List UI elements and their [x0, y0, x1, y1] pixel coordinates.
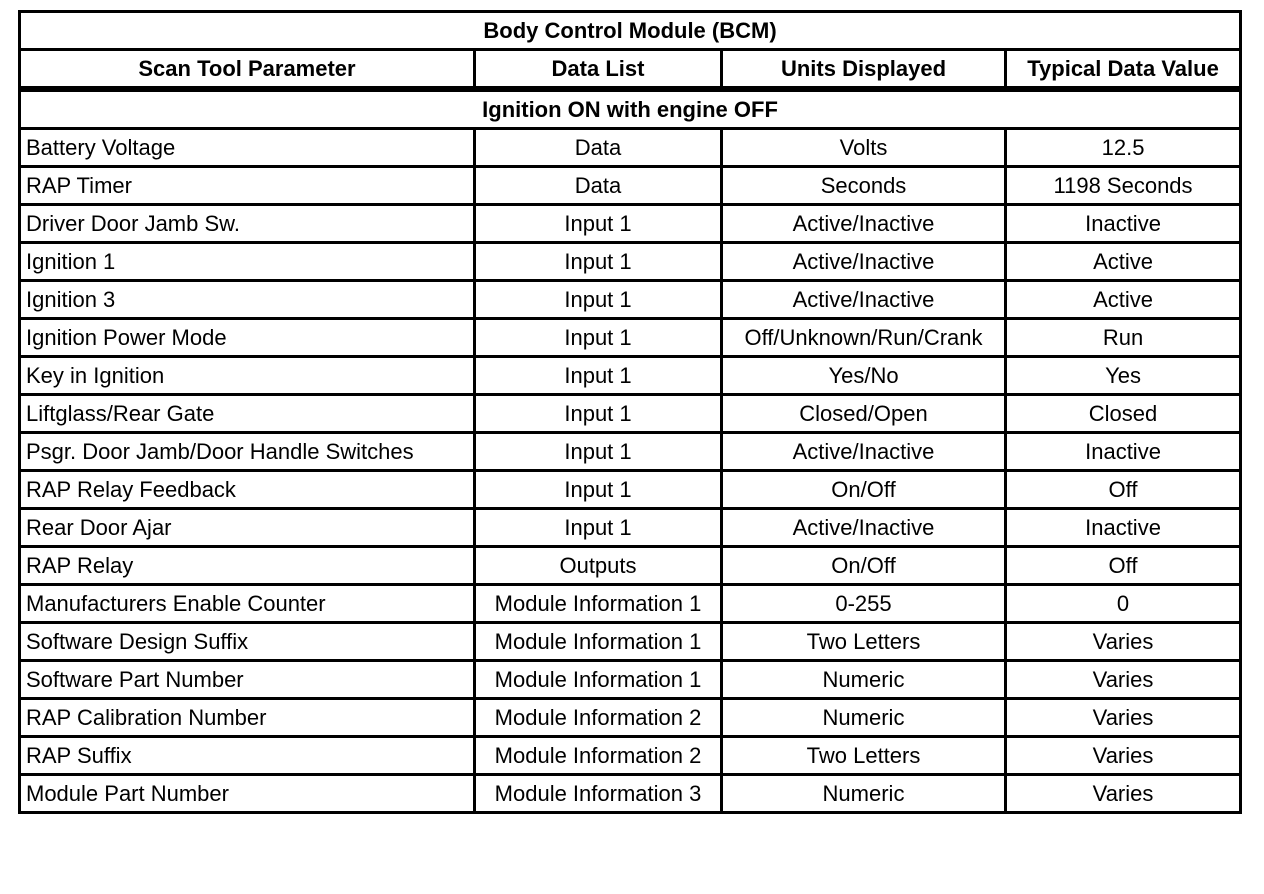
cell-units: Active/Inactive [722, 243, 1006, 281]
cell-data-list: Input 1 [475, 433, 722, 471]
cell-units: On/Off [722, 547, 1006, 585]
cell-data-list: Input 1 [475, 243, 722, 281]
table-row [20, 243, 1241, 281]
cell-parameter: Rear Door Ajar [20, 509, 475, 547]
table-row [20, 623, 1241, 661]
column-header-parameter: Scan Tool Parameter [20, 50, 475, 90]
cell-value: Inactive [1006, 433, 1241, 471]
cell-parameter: Driver Door Jamb Sw. [20, 205, 475, 243]
cell-units: Active/Inactive [722, 433, 1006, 471]
cell-value: Run [1006, 319, 1241, 357]
cell-parameter: Ignition 1 [20, 243, 475, 281]
cell-parameter: RAP Timer [20, 167, 475, 205]
section-heading: Ignition ON with engine OFF [20, 89, 1241, 129]
table-title: Body Control Module (BCM) [20, 12, 1241, 50]
cell-data-list: Input 1 [475, 357, 722, 395]
cell-data-list: Input 1 [475, 205, 722, 243]
cell-value: Active [1006, 243, 1241, 281]
cell-parameter: Key in Ignition [20, 357, 475, 395]
table-row [20, 509, 1241, 547]
cell-parameter: RAP Relay Feedback [20, 471, 475, 509]
cell-data-list: Outputs [475, 547, 722, 585]
cell-value: Varies [1006, 623, 1241, 661]
cell-data-list: Module Information 1 [475, 661, 722, 699]
cell-value: Off [1006, 471, 1241, 509]
section-row [20, 89, 1241, 129]
table-row [20, 471, 1241, 509]
cell-parameter: Ignition 3 [20, 281, 475, 319]
cell-units: Closed/Open [722, 395, 1006, 433]
cell-value: Varies [1006, 737, 1241, 775]
cell-parameter: Battery Voltage [20, 129, 475, 167]
cell-data-list: Data [475, 167, 722, 205]
cell-data-list: Input 1 [475, 395, 722, 433]
cell-value: Varies [1006, 699, 1241, 737]
table-header-row [20, 50, 1241, 90]
table-row [20, 319, 1241, 357]
cell-parameter: Software Part Number [20, 661, 475, 699]
table-row [20, 699, 1241, 737]
table-body [20, 89, 1241, 813]
table-row [20, 547, 1241, 585]
cell-units: Numeric [722, 775, 1006, 813]
cell-value: Varies [1006, 775, 1241, 813]
cell-data-list: Data [475, 129, 722, 167]
cell-data-list: Input 1 [475, 471, 722, 509]
cell-value: 1198 Seconds [1006, 167, 1241, 205]
cell-units: 0-255 [722, 585, 1006, 623]
cell-data-list: Module Information 3 [475, 775, 722, 813]
cell-units: On/Off [722, 471, 1006, 509]
cell-parameter: RAP Suffix [20, 737, 475, 775]
table-row [20, 129, 1241, 167]
table-row [20, 585, 1241, 623]
cell-parameter: Liftglass/Rear Gate [20, 395, 475, 433]
cell-data-list: Input 1 [475, 281, 722, 319]
cell-value: Inactive [1006, 509, 1241, 547]
cell-value: Yes [1006, 357, 1241, 395]
cell-data-list: Input 1 [475, 319, 722, 357]
cell-units: Two Letters [722, 737, 1006, 775]
cell-value: Closed [1006, 395, 1241, 433]
cell-units: Active/Inactive [722, 509, 1006, 547]
cell-value: 0 [1006, 585, 1241, 623]
cell-units: Active/Inactive [722, 281, 1006, 319]
cell-data-list: Module Information 2 [475, 699, 722, 737]
cell-parameter: Software Design Suffix [20, 623, 475, 661]
column-header-value: Typical Data Value [1006, 50, 1241, 90]
cell-value: Inactive [1006, 205, 1241, 243]
cell-parameter: Module Part Number [20, 775, 475, 813]
cell-units: Two Letters [722, 623, 1006, 661]
table-row [20, 357, 1241, 395]
cell-parameter: RAP Relay [20, 547, 475, 585]
cell-parameter: Psgr. Door Jamb/Door Handle Switches [20, 433, 475, 471]
cell-units: Numeric [722, 699, 1006, 737]
cell-data-list: Input 1 [475, 509, 722, 547]
cell-units: Seconds [722, 167, 1006, 205]
table-row [20, 433, 1241, 471]
cell-parameter: Manufacturers Enable Counter [20, 585, 475, 623]
table-row [20, 737, 1241, 775]
cell-data-list: Module Information 1 [475, 623, 722, 661]
table-row [20, 167, 1241, 205]
cell-value: Varies [1006, 661, 1241, 699]
bcm-data-table [18, 10, 1242, 814]
cell-parameter: RAP Calibration Number [20, 699, 475, 737]
cell-units: Numeric [722, 661, 1006, 699]
cell-value: Off [1006, 547, 1241, 585]
table-row [20, 205, 1241, 243]
table-row [20, 775, 1241, 813]
cell-units: Yes/No [722, 357, 1006, 395]
table-row [20, 281, 1241, 319]
cell-units: Active/Inactive [722, 205, 1006, 243]
column-header-data-list: Data List [475, 50, 722, 90]
column-header-units: Units Displayed [722, 50, 1006, 90]
table-row [20, 395, 1241, 433]
cell-value: Active [1006, 281, 1241, 319]
table-title-row [20, 12, 1241, 50]
cell-data-list: Module Information 1 [475, 585, 722, 623]
cell-data-list: Module Information 2 [475, 737, 722, 775]
cell-units: Off/Unknown/Run/Crank [722, 319, 1006, 357]
cell-units: Volts [722, 129, 1006, 167]
table-row [20, 661, 1241, 699]
cell-parameter: Ignition Power Mode [20, 319, 475, 357]
cell-value: 12.5 [1006, 129, 1241, 167]
